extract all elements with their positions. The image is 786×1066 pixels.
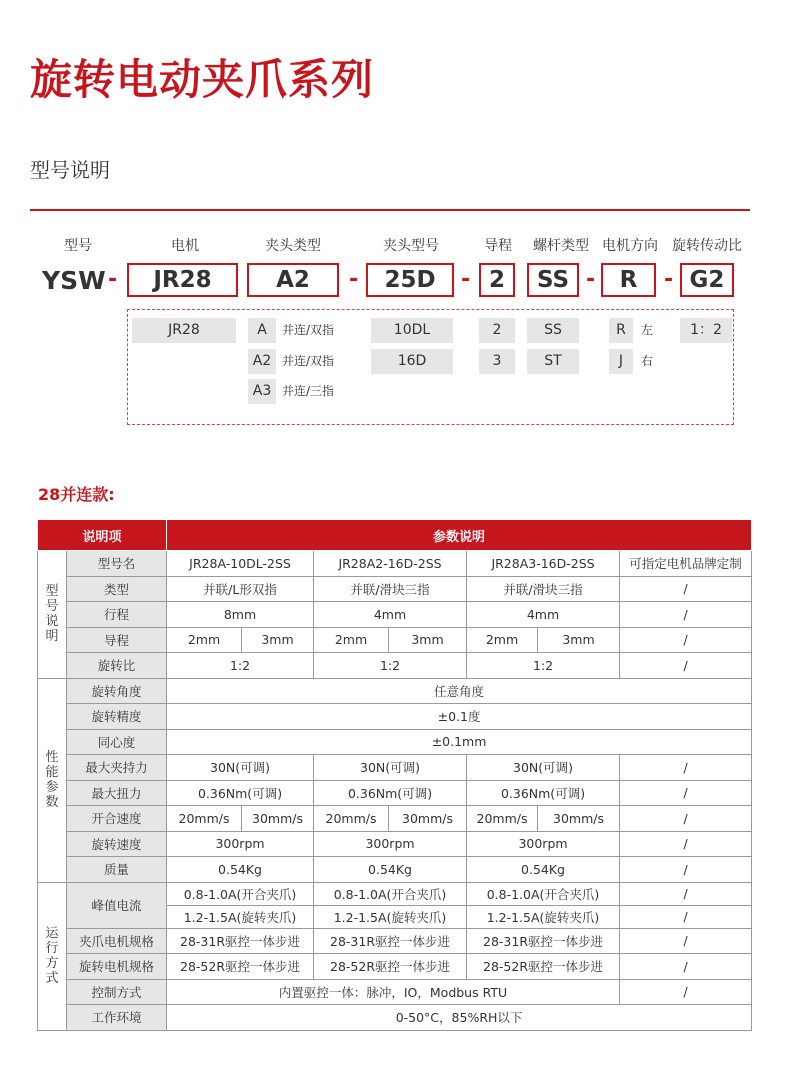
row-label: 同心度 bbox=[67, 729, 167, 755]
category-label: 运行方式 bbox=[45, 926, 59, 986]
cell: 可指定电机品牌定制 bbox=[620, 551, 752, 577]
divider bbox=[30, 209, 750, 211]
label-chuck-model: 夹头型号 bbox=[383, 238, 439, 254]
option-lead: 3 bbox=[479, 349, 515, 374]
cell: 0.54Kg bbox=[167, 857, 314, 883]
option-direction-code: J bbox=[609, 349, 633, 374]
code-dash: - bbox=[461, 267, 471, 292]
cell: 4mm bbox=[314, 602, 467, 628]
table-row bbox=[38, 678, 752, 704]
cell: 28-52R驱控一体步进 bbox=[467, 954, 620, 980]
label-motor: 电机 bbox=[171, 238, 199, 254]
table-row bbox=[38, 576, 752, 602]
label-lead: 导程 bbox=[484, 238, 512, 254]
code-box-lead: 2 bbox=[479, 263, 515, 297]
cell: / bbox=[620, 954, 752, 980]
cell: 1:2 bbox=[314, 653, 467, 679]
cell: 20mm/s bbox=[314, 806, 389, 832]
row-label: 旋转电机规格 bbox=[67, 954, 167, 980]
cell: / bbox=[620, 755, 752, 781]
option-direction-code: R bbox=[609, 318, 633, 343]
category-label: 性能参数 bbox=[45, 750, 59, 810]
category-label: 型号说明 bbox=[45, 584, 59, 645]
cell: 28-31R驱控一体步进 bbox=[167, 928, 314, 954]
cell: 0.8-1.0A(开合夹爪) bbox=[467, 882, 620, 905]
cell: / bbox=[620, 627, 752, 653]
row-label: 夹爪电机规格 bbox=[67, 928, 167, 954]
cell: 28-52R驱控一体步进 bbox=[314, 954, 467, 980]
cell: JR28A2-16D-2SS bbox=[314, 551, 467, 577]
table-row bbox=[38, 806, 752, 832]
table-row bbox=[38, 602, 752, 628]
option-ratio: 1：2 bbox=[680, 318, 732, 343]
cell: / bbox=[620, 928, 752, 954]
cell: 0.36Nm(可调) bbox=[467, 780, 620, 806]
cell: 0.36Nm(可调) bbox=[314, 780, 467, 806]
table-row bbox=[38, 729, 752, 755]
row-label: 旋转比 bbox=[67, 653, 167, 679]
cell: 1:2 bbox=[167, 653, 314, 679]
table-row bbox=[38, 551, 752, 577]
table-row bbox=[38, 780, 752, 806]
cell: / bbox=[620, 806, 752, 832]
code-dash: - bbox=[108, 267, 118, 292]
table-header-row bbox=[38, 520, 752, 551]
label-model: 型号 bbox=[64, 238, 92, 254]
header-params: 参数说明 bbox=[167, 520, 752, 551]
option-chuck-type-desc: 并连/双指 bbox=[282, 354, 335, 368]
code-box-direction: R bbox=[601, 263, 656, 297]
cell: / bbox=[620, 653, 752, 679]
cell: 0.8-1.0A(开合夹爪) bbox=[167, 882, 314, 905]
code-box-motor: JR28 bbox=[127, 263, 238, 297]
option-chuck-model: 10DL bbox=[371, 318, 453, 343]
cell: 3mm bbox=[242, 627, 314, 653]
table-row bbox=[38, 627, 752, 653]
row-label: 工作环境 bbox=[67, 1005, 167, 1031]
cell: 30mm/s bbox=[389, 806, 467, 832]
table-row bbox=[38, 831, 752, 857]
row-label: 最大扭力 bbox=[67, 780, 167, 806]
header-item: 说明项 bbox=[38, 520, 167, 551]
cell: 0-50°C，85%RH以下 bbox=[167, 1005, 752, 1031]
cell: 30N(可调) bbox=[314, 755, 467, 781]
table-row bbox=[38, 653, 752, 679]
cell: 28-31R驱控一体步进 bbox=[467, 928, 620, 954]
category-run bbox=[38, 882, 67, 1030]
cell: 0.54Kg bbox=[467, 857, 620, 883]
row-label: 类型 bbox=[67, 576, 167, 602]
row-label: 开合速度 bbox=[67, 806, 167, 832]
label-ratio: 旋转传动比 bbox=[672, 238, 742, 254]
option-chuck-type-code: A3 bbox=[248, 379, 276, 404]
category-perf bbox=[38, 678, 67, 882]
cell: 30mm/s bbox=[242, 806, 314, 832]
cell: / bbox=[620, 831, 752, 857]
cell: 并联/L形双指 bbox=[167, 576, 314, 602]
option-chuck-type-desc: 并连/双指 bbox=[282, 323, 335, 337]
cell: 2mm bbox=[167, 627, 242, 653]
cell: 30mm/s bbox=[538, 806, 620, 832]
label-direction: 电机方向 bbox=[602, 238, 658, 254]
option-direction-desc: 右 bbox=[641, 354, 654, 368]
code-dash: - bbox=[586, 267, 596, 292]
code-dash: - bbox=[664, 267, 674, 292]
code-dash: - bbox=[349, 267, 359, 292]
cell: ±0.1mm bbox=[167, 729, 752, 755]
table-row bbox=[38, 704, 752, 730]
table-row bbox=[38, 979, 752, 1005]
table-row bbox=[38, 954, 752, 980]
row-label: 型号名 bbox=[67, 551, 167, 577]
table-row bbox=[38, 857, 752, 883]
cell: / bbox=[620, 979, 752, 1005]
cell: 任意角度 bbox=[167, 678, 752, 704]
cell: 0.8-1.0A(开合夹爪) bbox=[314, 882, 467, 905]
cell: 1.2-1.5A(旋转夹爪) bbox=[314, 905, 467, 928]
option-motor: JR28 bbox=[132, 318, 236, 343]
code-box-chuck-type: A2 bbox=[247, 263, 339, 297]
cell: 8mm bbox=[167, 602, 314, 628]
row-label: 控制方式 bbox=[67, 979, 167, 1005]
label-screw: 螺杆类型 bbox=[533, 238, 589, 254]
table-row bbox=[38, 928, 752, 954]
section-title: 型号说明 bbox=[30, 158, 110, 182]
cell: 3mm bbox=[389, 627, 467, 653]
cell: 2mm bbox=[314, 627, 389, 653]
cell: 30N(可调) bbox=[467, 755, 620, 781]
option-chuck-type-code: A bbox=[248, 318, 276, 343]
row-label: 旋转精度 bbox=[67, 704, 167, 730]
cell: 并联/滑块三指 bbox=[314, 576, 467, 602]
row-label: 行程 bbox=[67, 602, 167, 628]
spec-table bbox=[37, 519, 752, 1031]
table-row bbox=[38, 1005, 752, 1031]
row-label: 旋转速度 bbox=[67, 831, 167, 857]
cell: 300rpm bbox=[167, 831, 314, 857]
category-model bbox=[38, 551, 67, 679]
cell: 1:2 bbox=[467, 653, 620, 679]
cell: 1.2-1.5A(旋转夹爪) bbox=[467, 905, 620, 928]
cell: 并联/滑块三指 bbox=[467, 576, 620, 602]
code-box-screw: SS bbox=[527, 263, 579, 297]
cell: 1.2-1.5A(旋转夹爪) bbox=[167, 905, 314, 928]
cell: JR28A-10DL-2SS bbox=[167, 551, 314, 577]
cell: / bbox=[620, 576, 752, 602]
cell: 28-52R驱控一体步进 bbox=[167, 954, 314, 980]
cell: 300rpm bbox=[314, 831, 467, 857]
row-label: 峰值电流 bbox=[67, 882, 167, 928]
code-box-ratio: G2 bbox=[680, 263, 734, 297]
option-lead: 2 bbox=[479, 318, 515, 343]
table-row bbox=[38, 882, 752, 905]
cell: JR28A3-16D-2SS bbox=[467, 551, 620, 577]
row-label: 最大夹持力 bbox=[67, 755, 167, 781]
cell: 4mm bbox=[467, 602, 620, 628]
option-chuck-type-code: A2 bbox=[248, 349, 276, 374]
cell: 30N(可调) bbox=[167, 755, 314, 781]
cell: 20mm/s bbox=[167, 806, 242, 832]
cell: 0.54Kg bbox=[314, 857, 467, 883]
cell: 内置驱控一体：脉冲，IO，Modbus RTU bbox=[167, 979, 620, 1005]
table-row bbox=[38, 755, 752, 781]
cell: / bbox=[620, 857, 752, 883]
cell: / bbox=[620, 882, 752, 905]
cell: 300rpm bbox=[467, 831, 620, 857]
row-label: 旋转角度 bbox=[67, 678, 167, 704]
cell: / bbox=[620, 905, 752, 928]
row-label: 质量 bbox=[67, 857, 167, 883]
cell: 3mm bbox=[538, 627, 620, 653]
cell: / bbox=[620, 780, 752, 806]
cell: / bbox=[620, 602, 752, 628]
cell: ±0.1度 bbox=[167, 704, 752, 730]
option-screw: SS bbox=[527, 318, 579, 343]
code-box-chuck-model: 25D bbox=[366, 263, 454, 297]
cell: 20mm/s bbox=[467, 806, 538, 832]
code-prefix: YSW bbox=[42, 266, 106, 295]
label-chuck-type: 夹头类型 bbox=[265, 238, 321, 254]
option-direction-desc: 左 bbox=[641, 323, 654, 337]
option-chuck-model: 16D bbox=[371, 349, 453, 374]
cell: 28-31R驱控一体步进 bbox=[314, 928, 467, 954]
row-label: 导程 bbox=[67, 627, 167, 653]
sub-title: 28并连款: bbox=[38, 485, 115, 504]
cell: 2mm bbox=[467, 627, 538, 653]
option-chuck-type-desc: 并连/三指 bbox=[282, 384, 335, 398]
option-screw: ST bbox=[527, 349, 579, 374]
cell: 0.36Nm(可调) bbox=[167, 780, 314, 806]
page-title: 旋转电动夹爪系列 bbox=[30, 55, 375, 104]
